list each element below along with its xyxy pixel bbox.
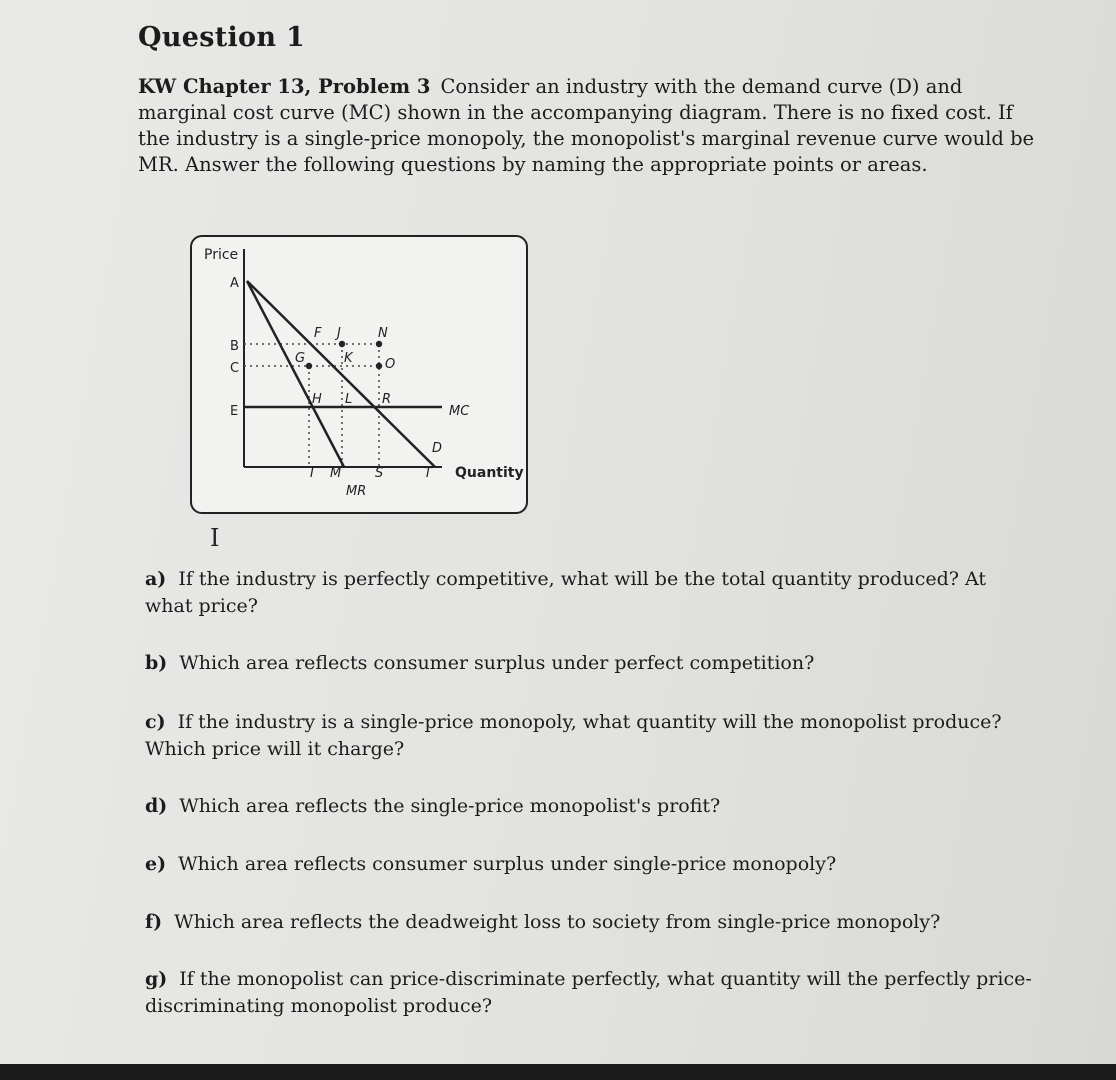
question-a [145,566,1035,620]
question-text: If the monopolist can price-discriminate perfectly, what quantity will the perfectly price-discriminating monopolist produce? [145,968,1032,1017]
question-d [145,793,1035,820]
question-label: f) [145,911,163,933]
quantity-axis-label: Quantity [455,465,524,481]
price-label-a: A [230,276,239,291]
question-b [145,650,1035,677]
price-label-b: B [230,339,239,354]
question-text: Which area reflects consumer surplus under perfect competition? [179,652,815,674]
price-label-c: C [230,361,240,376]
mr-curve [247,281,344,467]
point-label-l: L [345,392,353,407]
demand-curve [247,281,435,467]
qty-label-i: I [310,466,314,481]
question-label: e) [145,853,167,875]
demand-label: D [432,441,443,456]
point-n-dot [376,341,382,347]
point-label-k: K [344,351,353,366]
point-label-n: N [378,326,388,341]
question-label: g) [145,968,168,990]
question-label: a) [145,568,167,590]
point-label-g: G [295,351,306,366]
point-label-f: F [314,326,322,341]
qty-label-t: T [424,466,432,481]
question-title: Question 1 [138,22,306,53]
point-label-h: H [312,392,322,407]
point-o-dot [376,363,382,369]
price-label-e: E [230,404,239,419]
question-g [145,966,1035,1020]
point-g-dot [306,363,312,369]
problem-intro [138,74,1038,178]
question-text: Which area reflects the deadweight loss to society from single-price monopoly? [174,911,941,933]
question-e [145,851,1035,878]
qty-label-s: S [375,466,384,481]
question-f [145,909,1035,936]
qty-label-m: M [330,466,342,481]
question-text: If the industry is perfectly competitive, what will be the total quantity produced? At what price? [145,568,986,617]
mr-label: MR [346,484,367,499]
question-text: Which area reflects consumer surplus under single-price monopoly? [178,853,837,875]
monopoly-diagram [190,235,528,514]
question-label: c) [145,711,166,733]
question-label: d) [145,795,168,817]
point-j-dot [339,341,345,347]
question-text: Which area reflects the single-price monopolist's profit? [179,795,721,817]
screen-bezel [0,1064,1116,1080]
point-label-o: O [385,357,396,372]
problem-text: Consider an industry with the demand curve (D) and marginal cost curve (MC) shown in the accompanying diagram. There is no fixed cost. If the industry is a single-price monopoly, the monopolist's marginal revenue curve would be MR. Answer the following questions by naming the appropriate points or areas. [138,75,1035,176]
diagram-svg [192,237,530,516]
point-label-r: R [382,392,392,407]
question-text: If the industry is a single-price monopoly, what quantity will the monopolist produce? Which price will it charge? [145,711,1002,760]
mc-label: MC [449,404,470,419]
question-label: b) [145,652,168,674]
question-c [145,709,1035,763]
chapter-reference: KW Chapter 13, Problem 3 [138,75,431,98]
price-axis-label: Price [204,247,239,263]
point-label-j: J [337,326,341,341]
text-cursor-icon: I [210,524,220,552]
